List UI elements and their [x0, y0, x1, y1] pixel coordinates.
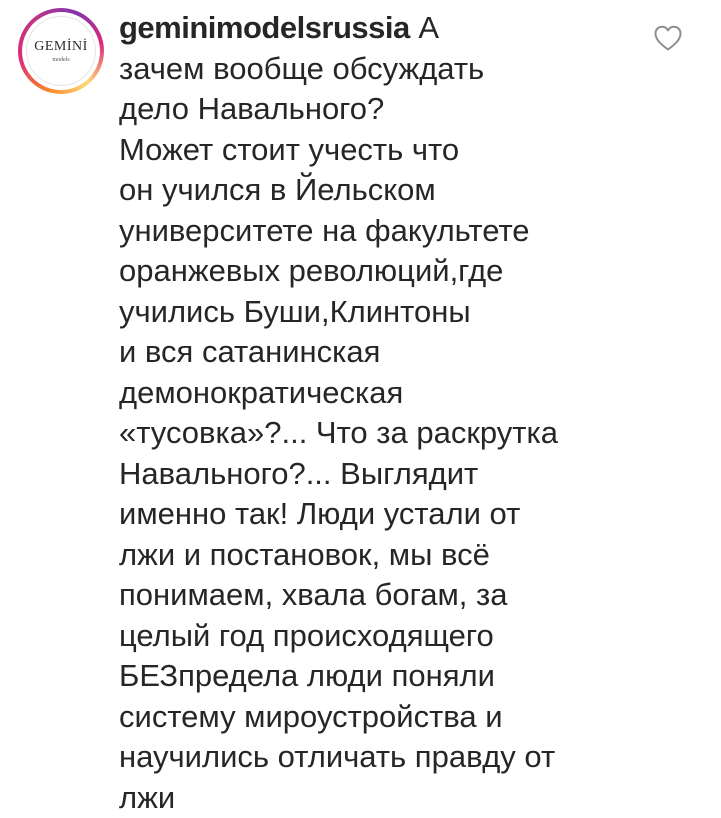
comment-username[interactable]: geminimodelsrussia: [119, 10, 410, 45]
avatar-story-ring[interactable]: [18, 8, 104, 94]
comment-line: и вся сатанинская: [119, 334, 381, 369]
comment-line: Может стоит учесть что: [119, 131, 460, 167]
comment-line: БЕЗпредела люди поняли: [119, 658, 495, 693]
comment-body: [119, 10, 558, 815]
comment-line: учились Буши,Клинтоны: [119, 293, 471, 329]
like-button[interactable]: [653, 24, 683, 52]
comment-text: [119, 8, 639, 818]
comment-line: лжи и постановок, мы всё: [119, 536, 490, 572]
avatar-ring-gap: [22, 12, 100, 90]
comment-line: именно так! Люди устали от: [119, 496, 521, 531]
comment-line: А: [409, 10, 440, 45]
comment-line: оранжевых революций,где: [119, 253, 504, 288]
comment-line: «тусовка»?... Что за раскрутка: [119, 415, 558, 450]
avatar-logo-subtext: models: [52, 57, 70, 63]
avatar-logo-text: GEMİNİ: [34, 39, 88, 54]
comment-line: демонократическая: [119, 374, 404, 410]
avatar[interactable]: [26, 16, 96, 86]
comment-line: целый год происходящего: [119, 617, 494, 653]
comment-line: систему мироустройства и: [119, 698, 503, 734]
comment-line: университете на факультете: [119, 212, 530, 248]
comment-line: дело Навального?: [119, 91, 385, 126]
comment-line: лжи: [119, 779, 176, 815]
heart-outline-icon: [653, 24, 683, 52]
comment-line: он учился в Йельском: [119, 172, 436, 207]
comment-line: Навального?... Выглядит: [119, 455, 479, 491]
comment-line: научились отличать правду от: [119, 739, 556, 774]
comment-line: зачем вообще обсуждать: [119, 50, 485, 86]
comment-line: понимаем, хвала богам, за: [119, 577, 508, 612]
